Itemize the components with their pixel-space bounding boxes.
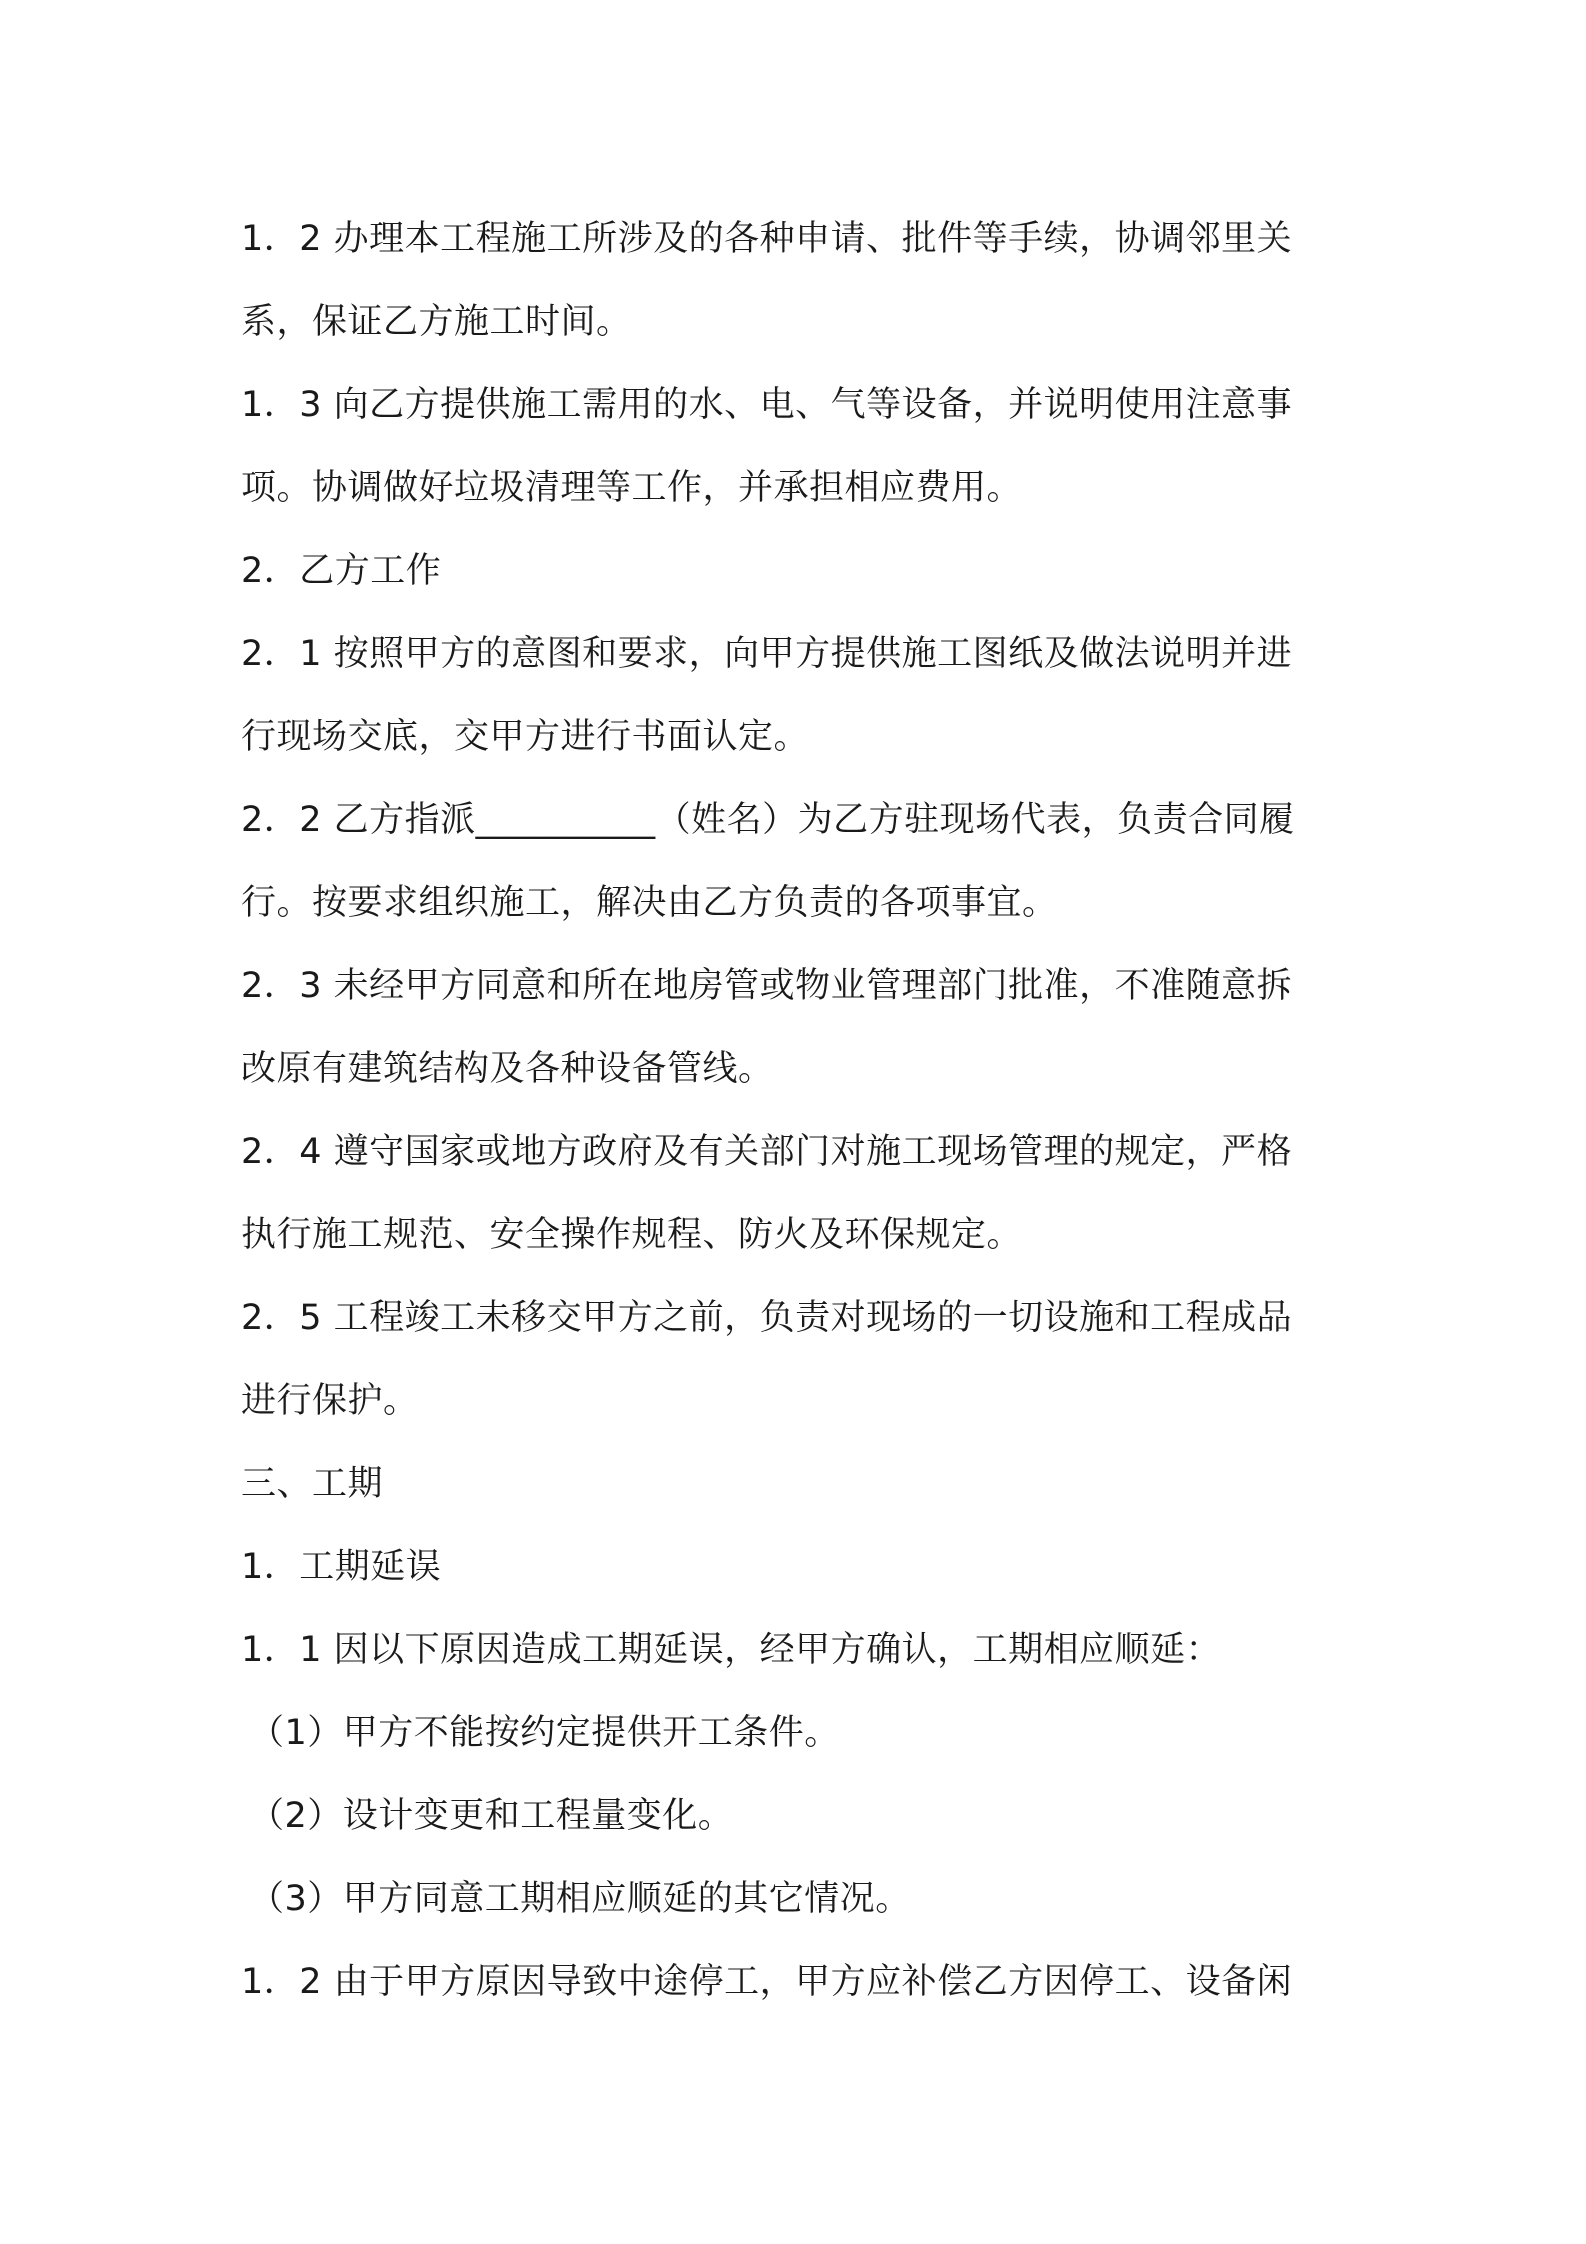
text-line: 1．2 办理本工程施工所涉及的各种申请、批件等手续，协调邻里关 xyxy=(241,219,1293,259)
text-line: 行。按要求组织施工，解决由乙方负责的各项事宜。 xyxy=(241,883,1058,923)
text-line: 行现场交底，交甲方进行书面认定。 xyxy=(241,717,810,757)
text-line: 项。协调做好垃圾清理等工作，并承担相应费用。 xyxy=(241,468,1023,508)
text-line: 系，保证乙方施工时间。 xyxy=(241,302,632,342)
text-line: 进行保护。 xyxy=(241,1381,419,1421)
list-item: （2）设计变更和工程量变化。 xyxy=(249,1796,734,1836)
text-line: 2．1 按照甲方的意图和要求，向甲方提供施工图纸及做法说明并进 xyxy=(241,634,1293,674)
list-item: （1）甲方不能按约定提供开工条件。 xyxy=(249,1713,840,1753)
text-line: 2．5 工程竣工未移交甲方之前，负责对现场的一切设施和工程成品 xyxy=(241,1298,1293,1338)
text-line: 执行施工规范、安全操作规程、防火及环保规定。 xyxy=(241,1215,1023,1255)
document-body xyxy=(241,198,1361,2024)
text-line: 2．4 遵守国家或地方政府及有关部门对施工现场管理的规定，严格 xyxy=(241,1132,1293,1172)
text-line: 1．1 因以下原因造成工期延误，经甲方确认，工期相应顺延： xyxy=(241,1630,1222,1670)
text-line: 改原有建筑结构及各种设备管线。 xyxy=(241,1049,774,1089)
section-heading: 2．乙方工作 xyxy=(241,551,442,591)
text-line: 1．2 由于甲方原因导致中途停工，甲方应补偿乙方因停工、设备闲 xyxy=(241,1962,1293,2002)
text-line: 2．3 未经甲方同意和所在地房管或物业管理部门批准，不准随意拆 xyxy=(241,966,1293,1006)
list-item: （3）甲方同意工期相应顺延的其它情况。 xyxy=(249,1879,911,1919)
text-line: 2．2 乙方指派__________（姓名）为乙方驻现场代表，负责合同履 xyxy=(241,800,1295,840)
section-heading: 1．工期延误 xyxy=(241,1547,442,1587)
text-line: 1．3 向乙方提供施工需用的水、电、气等设备，并说明使用注意事 xyxy=(241,385,1293,425)
chapter-heading: 三、工期 xyxy=(241,1464,384,1504)
